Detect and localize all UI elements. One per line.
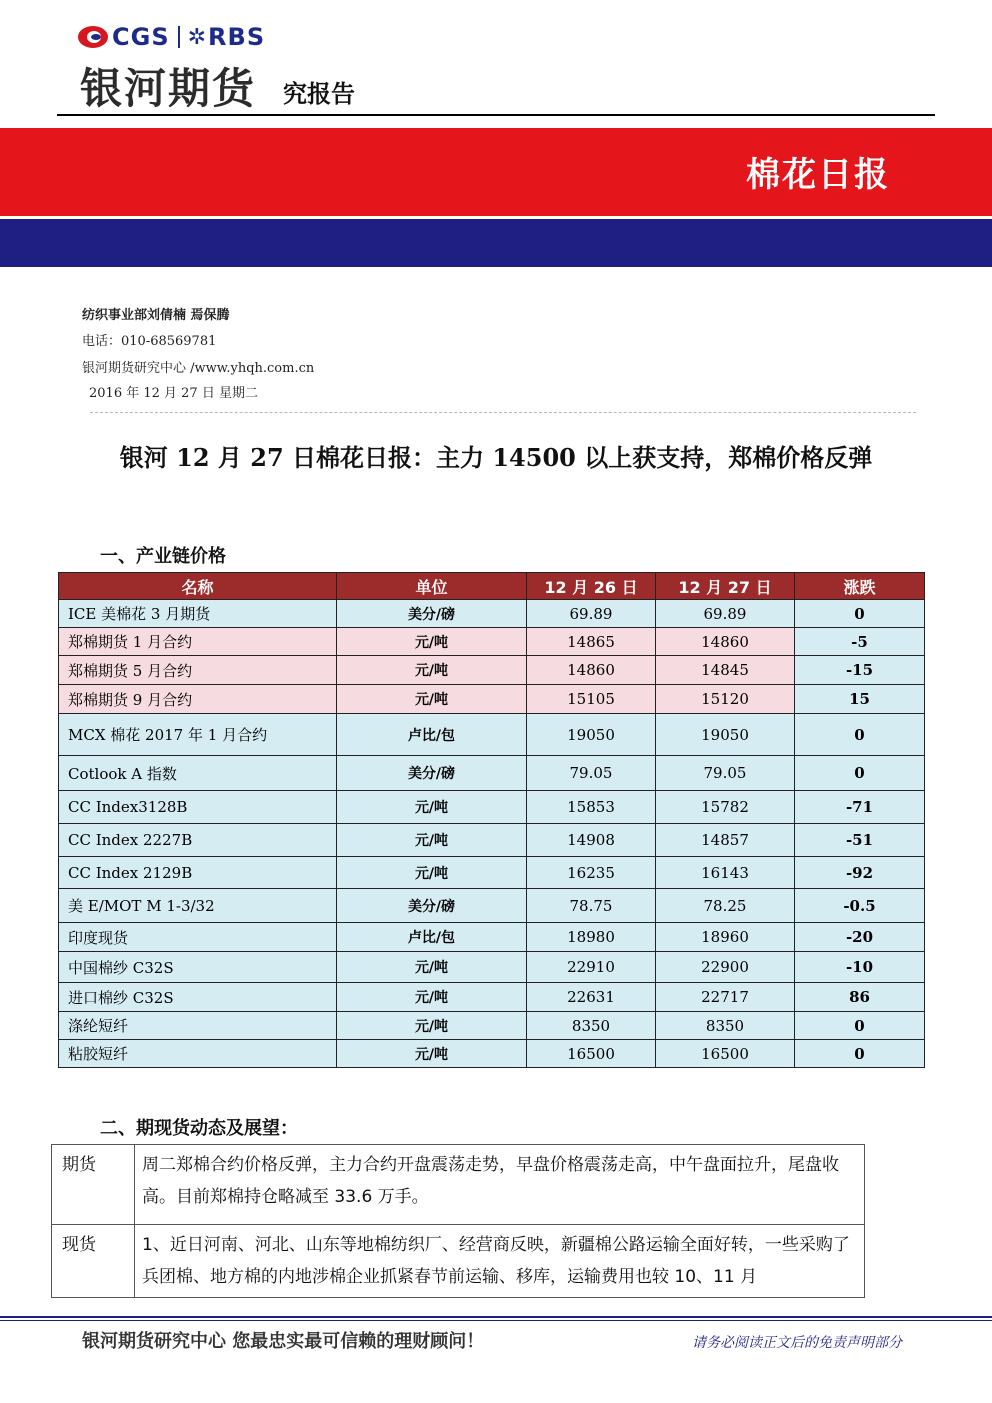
footer-divider [0, 1316, 992, 1318]
header-name: 名称 [59, 573, 337, 600]
row-unit: 美分/磅 [337, 600, 527, 628]
row-value-1: 22910 [527, 952, 656, 983]
cgs-logo-icon [78, 26, 108, 48]
table-row [59, 714, 925, 756]
spot-commentary: 1、近日河南、河北、山东等地棉纺织厂、经营商反映，新疆棉公路运输全面好转，一些采购了兵团棉、地方棉的内地涉棉企业抓紧春节前运输、移库，运输费用也较 10、11 月 [135, 1225, 865, 1298]
row-value-1: 69.89 [527, 600, 656, 628]
header-date-1: 12 月 26 日 [527, 573, 656, 600]
row-value-1: 78.75 [527, 889, 656, 923]
row-name: 郑棉期货 9 月合约 [59, 685, 337, 714]
row-unit: 元/吨 [337, 656, 527, 685]
row-value-1: 19050 [527, 714, 656, 756]
row-unit: 元/吨 [337, 628, 527, 656]
row-unit: 元/吨 [337, 983, 527, 1012]
row-value-1: 14908 [527, 824, 656, 857]
row-value-2: 14845 [656, 656, 795, 685]
row-value-2: 15782 [656, 791, 795, 824]
row-change: -51 [795, 824, 925, 857]
row-name: 涤纶短纤 [59, 1012, 337, 1040]
row-unit: 元/吨 [337, 791, 527, 824]
header-date-2: 12 月 27 日 [656, 573, 795, 600]
company-name: 银河期货 [80, 64, 257, 113]
row-unit: 元/吨 [337, 685, 527, 714]
row-unit: 元/吨 [337, 1040, 527, 1068]
row-change: -10 [795, 952, 925, 983]
row-value-2: 16500 [656, 1040, 795, 1068]
report-type-label: 究报告 [283, 80, 355, 108]
row-change: -5 [795, 628, 925, 656]
row-value-1: 16235 [527, 857, 656, 889]
row-value-2: 19050 [656, 714, 795, 756]
navy-banner [0, 219, 992, 267]
logo-cgs-text: CGS [112, 23, 170, 51]
futures-label: 期货 [52, 1145, 135, 1225]
footer-divider-thin [0, 1320, 992, 1321]
row-value-1: 22631 [527, 983, 656, 1012]
row-change: -92 [795, 857, 925, 889]
row-value-1: 18980 [527, 923, 656, 952]
row-value-1: 14865 [527, 628, 656, 656]
dashed-divider [90, 412, 916, 413]
row-value-2: 14857 [656, 824, 795, 857]
row-value-2: 18960 [656, 923, 795, 952]
table-row [59, 1040, 925, 1068]
report-headline: 银河 12 月 27 日棉花日报：主力 14500 以上获支持，郑棉价格反弹 [119, 443, 873, 472]
table-row [59, 791, 925, 824]
price-table-header [59, 573, 925, 600]
row-value-2: 16143 [656, 857, 795, 889]
row-name: 进口棉纱 C32S [59, 983, 337, 1012]
footer-slogan: 银河期货研究中心 您最忠实最可信赖的理财顾问！ [82, 1331, 485, 1352]
row-value-2: 22717 [656, 983, 795, 1012]
row-name: CC Index 2129B [59, 857, 337, 889]
table-row [59, 628, 925, 656]
futures-row [52, 1145, 865, 1225]
row-name: Cotlook A 指数 [59, 756, 337, 791]
row-value-1: 8350 [527, 1012, 656, 1040]
row-change: 15 [795, 685, 925, 714]
logo-rbs-text: RBS [208, 23, 266, 51]
row-value-1: 79.05 [527, 756, 656, 791]
banner-title: 棉花日报 [746, 155, 890, 195]
price-table [58, 572, 925, 1068]
row-change: -15 [795, 656, 925, 685]
row-value-2: 79.05 [656, 756, 795, 791]
row-change: 0 [795, 756, 925, 791]
row-change: -71 [795, 791, 925, 824]
research-center-link[interactable]: 银河期货研究中心 /www.yhqh.com.cn [82, 361, 315, 376]
row-value-2: 15120 [656, 685, 795, 714]
header-divider [57, 114, 935, 116]
table-row [59, 1012, 925, 1040]
row-change: 0 [795, 1012, 925, 1040]
row-name: CC Index3128B [59, 791, 337, 824]
table-row [59, 857, 925, 889]
row-unit: 卢比/包 [337, 923, 527, 952]
row-name: 中国棉纱 C32S [59, 952, 337, 983]
row-value-1: 16500 [527, 1040, 656, 1068]
row-unit: 元/吨 [337, 824, 527, 857]
row-unit: 元/吨 [337, 1012, 527, 1040]
table-row [59, 952, 925, 983]
section-title-outlook: 二、期现货动态及展望： [100, 1118, 298, 1139]
spot-row [52, 1225, 865, 1298]
row-name: CC Index 2227B [59, 824, 337, 857]
row-change: -0.5 [795, 889, 925, 923]
table-row [59, 685, 925, 714]
table-row [59, 756, 925, 791]
table-row [59, 923, 925, 952]
footer-disclaimer-note: 请务必阅读正文后的免责声明部分 [692, 1335, 902, 1351]
row-name: 美 E/MOT M 1-3/32 [59, 889, 337, 923]
row-value-2: 22900 [656, 952, 795, 983]
futures-commentary: 周二郑棉合约价格反弹，主力合约开盘震荡走势，早盘价格震荡走高，中午盘面拉升，尾盘收高。目前郑棉持仓略减至 33.6 万手。 [135, 1145, 865, 1225]
row-value-2: 14860 [656, 628, 795, 656]
header-change: 涨跌 [795, 573, 925, 600]
row-name: 印度现货 [59, 923, 337, 952]
row-change: 86 [795, 983, 925, 1012]
row-name: ICE 美棉花 3 月期货 [59, 600, 337, 628]
row-value-2: 8350 [656, 1012, 795, 1040]
table-row [59, 983, 925, 1012]
row-value-2: 69.89 [656, 600, 795, 628]
row-change: -20 [795, 923, 925, 952]
section-title-prices: 一、产业链价格 [100, 546, 226, 567]
brand-logo [78, 22, 265, 52]
table-row [59, 600, 925, 628]
row-name: 郑棉期货 5 月合约 [59, 656, 337, 685]
report-date: 2016 年 12 月 27 日 星期二 [89, 386, 258, 401]
row-value-1: 15853 [527, 791, 656, 824]
table-row [59, 824, 925, 857]
row-unit: 元/吨 [337, 952, 527, 983]
row-value-1: 15105 [527, 685, 656, 714]
rbs-logo-icon: ✲ [187, 24, 207, 50]
row-value-2: 78.25 [656, 889, 795, 923]
row-value-1: 14860 [527, 656, 656, 685]
header-unit: 单位 [337, 573, 527, 600]
row-unit: 美分/磅 [337, 889, 527, 923]
author-phone: 电话：010-68569781 [82, 334, 217, 349]
author-dept: 纺织事业部刘倩楠 焉保腾 [82, 308, 230, 323]
outlook-table [51, 1144, 865, 1298]
spot-label: 现货 [52, 1225, 135, 1298]
row-unit: 美分/磅 [337, 756, 527, 791]
table-row [59, 889, 925, 923]
row-name: 郑棉期货 1 月合约 [59, 628, 337, 656]
row-name: 粘胶短纤 [59, 1040, 337, 1068]
table-row [59, 656, 925, 685]
row-change: 0 [795, 714, 925, 756]
row-unit: 元/吨 [337, 857, 527, 889]
row-change: 0 [795, 1040, 925, 1068]
row-unit: 卢比/包 [337, 714, 527, 756]
row-change: 0 [795, 600, 925, 628]
logo-divider [178, 26, 180, 48]
row-name: MCX 棉花 2017 年 1 月合约 [59, 714, 337, 756]
